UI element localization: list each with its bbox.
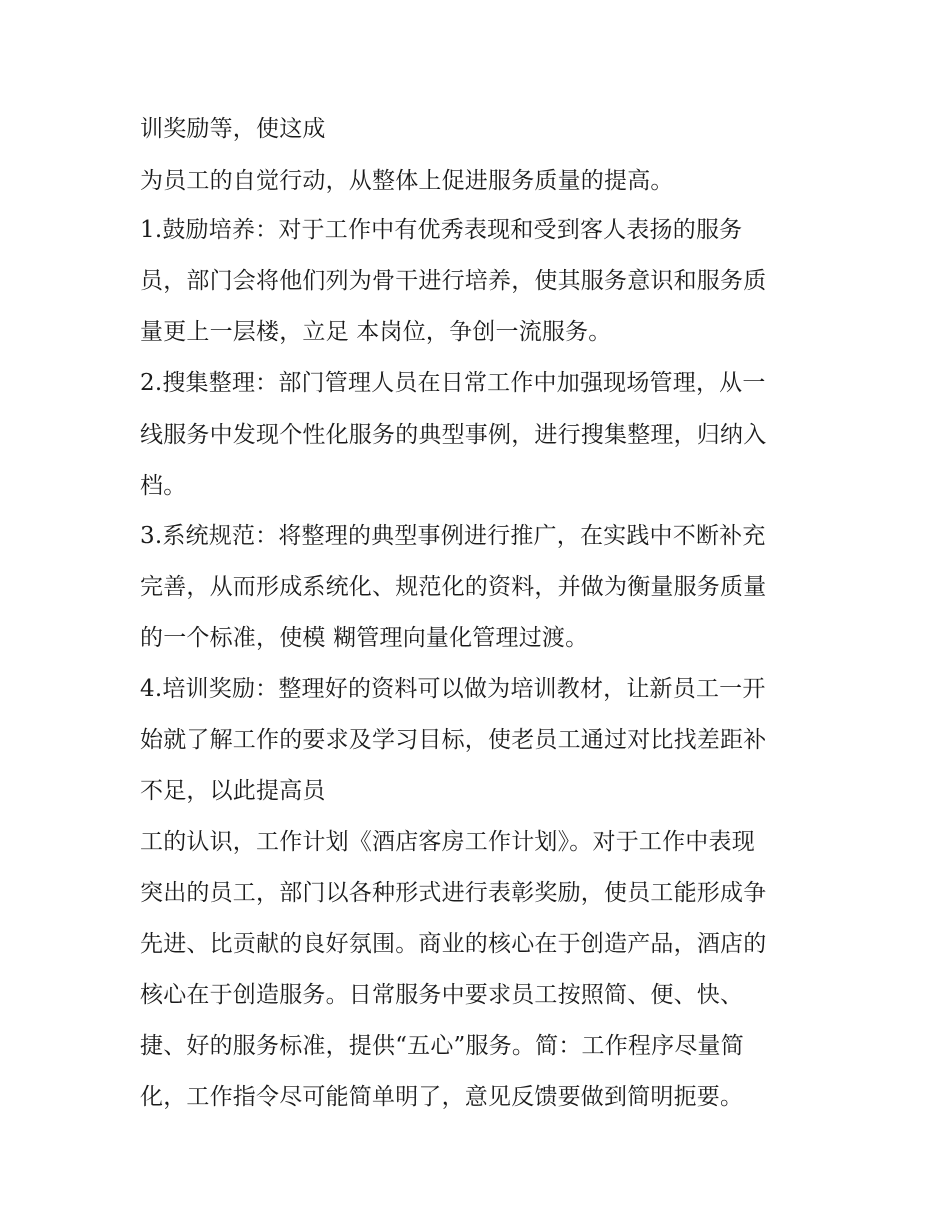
text-line: 完善，从而形成系统化、规范化的资料，并做为衡量服务质量: [140, 574, 767, 600]
text-line: 捷、好的服务标准，提供“五心”服务。简：工作程序尽量简: [140, 1033, 744, 1059]
text-line: 始就了解工作的要求及学习目标，使老员工通过对比找差距补: [140, 727, 767, 753]
text-line: 量更上一层楼，立足 本岗位，争创一流服务。: [140, 319, 612, 345]
text-line: 线服务中发现个性化服务的典型事例，进行搜集整理，归纳入: [140, 422, 767, 448]
text-line: 不足，以此提高员: [140, 778, 326, 804]
text-line: 的一个标准，使模 糊管理向量化管理过渡。: [140, 625, 589, 651]
text-line: 档。: [140, 473, 187, 499]
text-line: 工的认识，工作计划《酒店客房工作计划》。对于工作中表现: [140, 829, 755, 855]
text-line: 突出的员工，部门以各种形式进行表彰奖励，使员工能形成争: [140, 880, 767, 906]
text-line: 为员工的自觉行动，从整体上促进服务质量的提高。: [140, 168, 674, 194]
text-line: 先进、比贡献的良好氛围。商业的核心在于创造产品，酒店的: [140, 931, 767, 957]
text-line: 1.鼓励培养：对于工作中有优秀表现和受到客人表扬的服务: [140, 217, 743, 243]
text-line: 员，部门会将他们列为骨干进行培养，使其服务意识和服务质: [140, 268, 767, 294]
text-line: 核心在于创造服务。日常服务中要求员工按照简、便、快、: [140, 982, 744, 1008]
text-line: 化，工作指令尽可能简单明了，意见反馈要做到简明扼要。: [140, 1084, 744, 1110]
text-line: 3.系统规范：将整理的典型事例进行推广，在实践中不断补充: [140, 523, 766, 549]
text-line: 训奖励等，使这成: [140, 116, 326, 142]
text-line: 4.培训奖励：整理好的资料可以做为培训教材，让新员工一开: [140, 676, 766, 702]
text-line: 2.搜集整理：部门管理人员在日常工作中加强现场管理，从一: [140, 370, 766, 396]
